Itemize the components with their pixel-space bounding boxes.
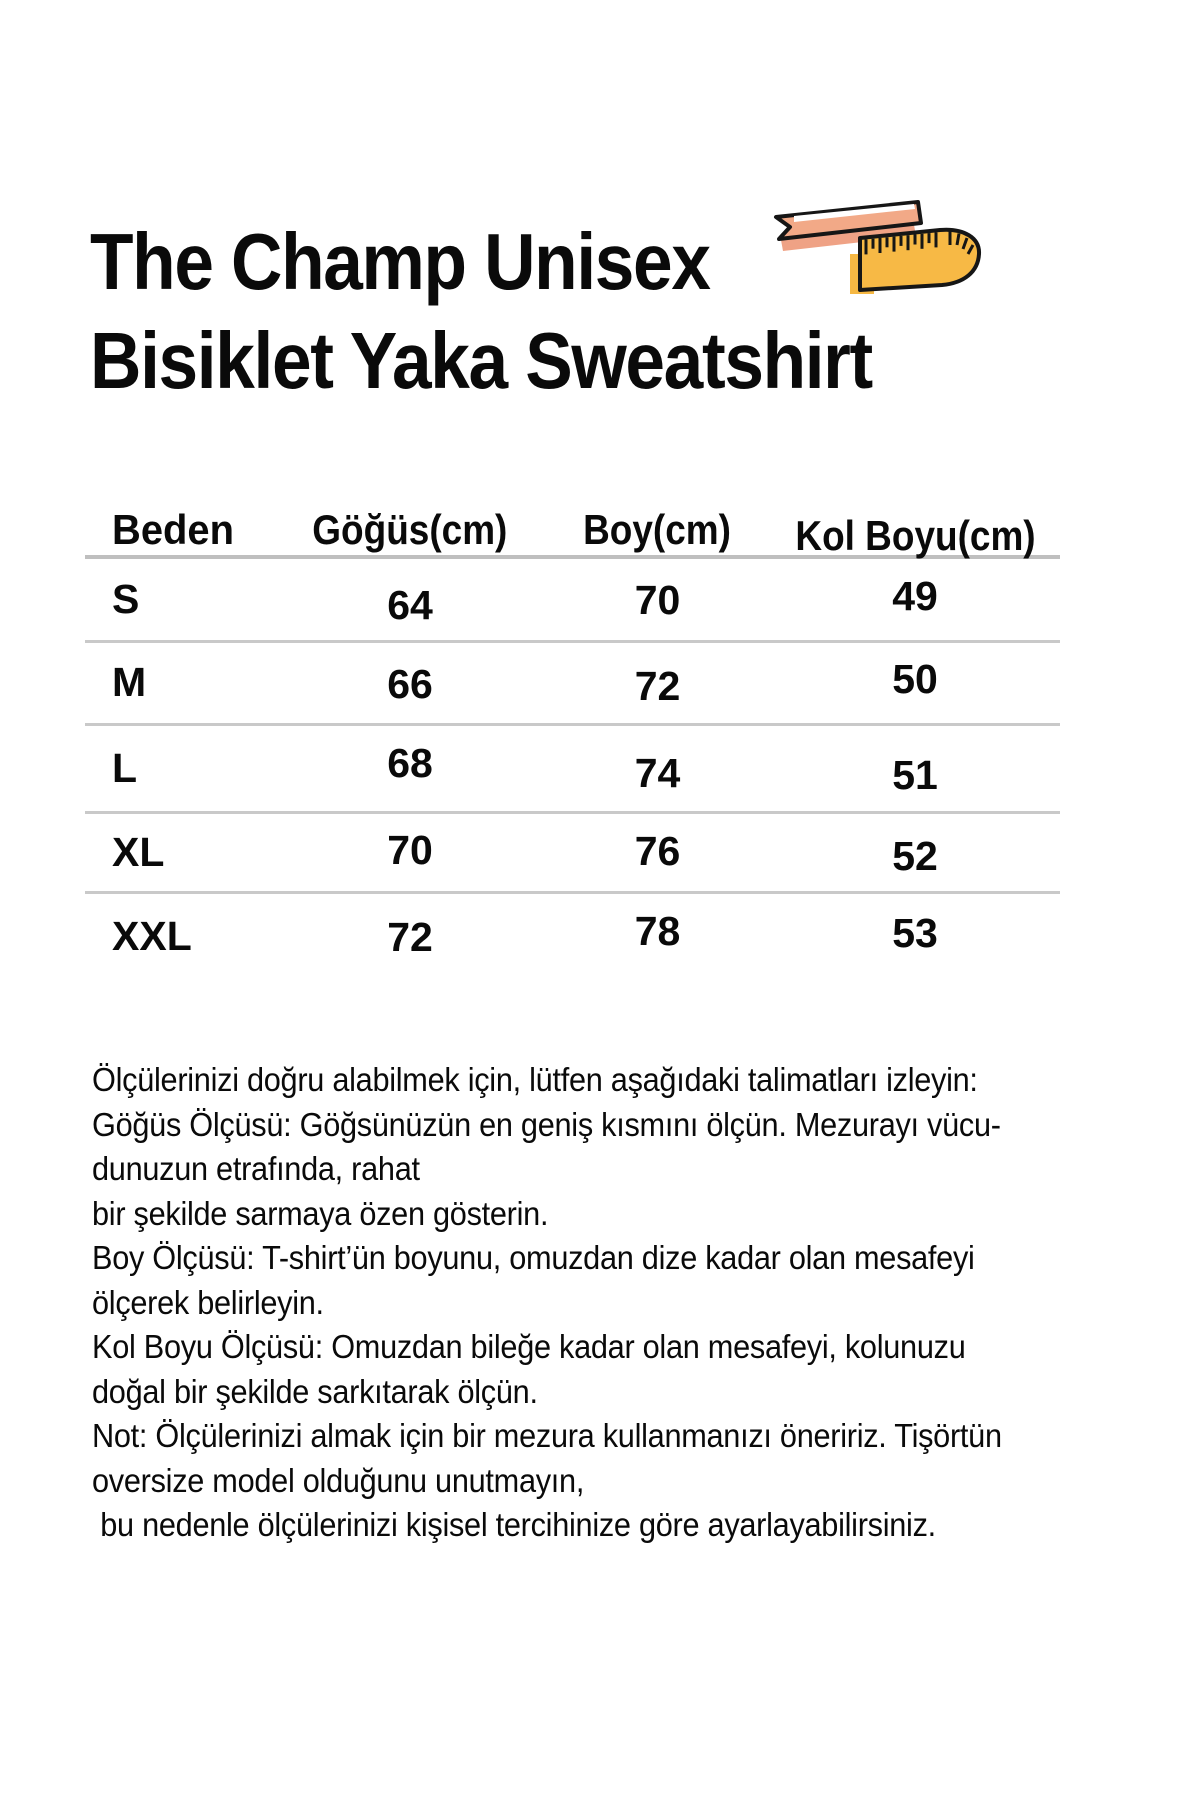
size-table-header-boy: Boy(cm) [583,506,732,553]
instructions-line: Boy Ölçüsü: T-shirt’ün boyunu, omuzdan dize kadar olan mesafeyi [92,1239,975,1276]
instructions-line: oversize model olduğunu unutmayın, [92,1461,585,1499]
instructions-line: doğal bir şekilde sarkıtarak ölçün. [92,1372,538,1410]
gogus-value: 72 [387,914,433,961]
product-title [90,212,872,410]
instructions-line: Not: Ölçülerinizi almak için bir mezura kullanmanızı öneririz. Tişörtün [92,1417,1002,1454]
size-label: S [112,575,140,622]
table-row-xxl [85,892,1060,980]
instructions-line: dunuzun etrafında, rahat [92,1150,420,1187]
gogus-value: 68 [387,739,433,786]
kol-boyu-value: 52 [892,832,938,879]
measurement-instructions [92,1058,1152,1548]
instructions-line: bu nedenle ölçülerinizi kişisel tercihinize göre ayarlayabilirsiniz. [92,1506,936,1543]
boy-value: 76 [634,827,681,874]
product-title-line-1: The Champ Unisex [90,217,710,306]
instructions-line: Ölçülerinizi doğru alabilmek için, lütfen aşağıdaki talimatları izleyin: [92,1061,978,1098]
instructions-line: ölçerek belirleyin. [92,1283,324,1321]
boy-value: 70 [634,576,681,623]
table-row-l [85,724,1060,812]
size-table-header-gogus: Göğüs(cm) [312,506,508,553]
table-row-xl [85,812,1060,892]
kol-boyu-value: 50 [892,656,938,702]
kol-boyu-value: 53 [892,910,938,957]
instructions-line: Göğüs Ölçüsü: Göğsünüzün en geniş kısmını ölçün. Mezurayı vücu- [92,1105,1001,1143]
boy-value: 74 [634,749,681,796]
tape-ruler [860,230,979,290]
gogus-value: 64 [387,581,433,628]
kol-boyu-value: 51 [892,751,938,798]
size-table-header-beden: Beden [112,506,234,553]
size-table [85,505,1060,980]
gogus-value: 66 [387,661,433,707]
size-label: M [112,659,147,705]
boy-value: 78 [634,908,681,955]
table-row-m [85,641,1060,724]
instructions-line: bir şekilde sarmaya özen gösterin. [92,1194,549,1232]
gogus-value: 70 [387,826,433,873]
instructions-line: Kol Boyu Ölçüsü: Omuzdan bileğe kadar olan mesafeyi, kolunuzu [92,1328,966,1365]
table-row-s [85,557,1060,641]
product-title-line-2: Bisiklet Yaka Sweatshirt [90,316,872,405]
measuring-tape-icon [768,196,992,300]
size-table-header-kol-boyu: Kol Boyu(cm) [794,512,1036,559]
boy-value: 72 [634,663,681,709]
size-label: XL [112,828,165,875]
size-label: XXL [112,913,192,960]
size-label: L [112,744,138,791]
size-table-header-row [85,505,1060,557]
kol-boyu-value: 49 [892,572,938,619]
